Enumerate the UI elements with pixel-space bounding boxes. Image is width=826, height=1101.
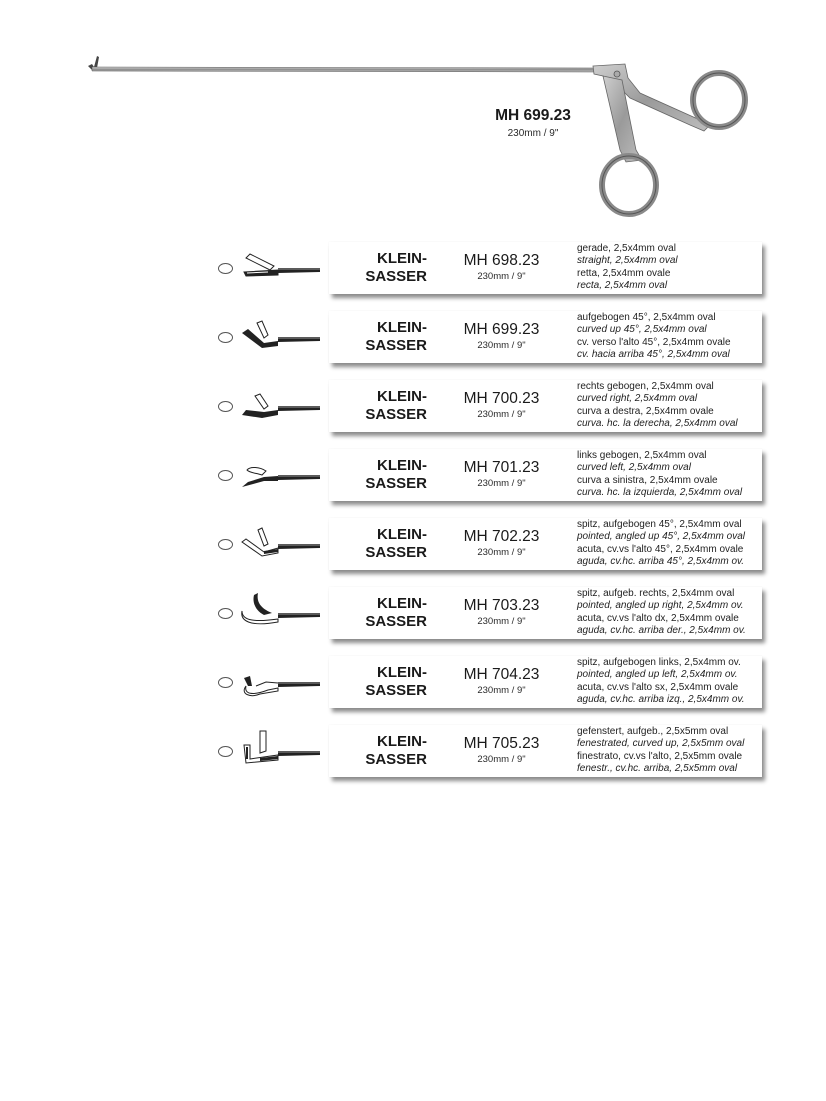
brand-name [339,388,427,424]
brand-line-2: SASSER [365,337,427,354]
product-description [577,588,767,637]
desc-german: aufgebogen 45°, 2,5x4mm oval [577,312,716,323]
desc-german: rechts gebogen, 2,5x4mm oval [577,381,714,392]
desc-english: pointed, angled up right, 2,5x4mm ov. [577,600,744,612]
oval-jaw-size-icon [218,608,233,619]
desc-italian: curva a destra, 2,5x4mm ovale [577,405,714,417]
desc-german: gerade, 2,5x4mm oval [577,243,676,254]
product-row-mh-701.23 [0,449,826,511]
product-card [329,587,762,639]
brand-name [339,319,427,355]
desc-german: spitz, aufgeb. rechts, 2,5x4mm oval [577,588,735,599]
curved-up-jaw-tip-icon [238,311,322,365]
fenestrated-up-jaw-tip-icon [238,725,322,779]
hero-product-size: 230mm / 9" [507,128,559,139]
product-card [329,656,762,708]
pointed-up-jaw-tip-icon [238,518,322,572]
product-row-mh-703.23 [0,587,826,649]
brand-line-1: KLEIN- [377,664,427,681]
brand-line-1: KLEIN- [377,319,427,336]
desc-german: links gebogen, 2,5x4mm oval [577,450,707,461]
product-size: 230mm / 9" [477,478,526,489]
product-code: MH 698.23 [463,252,540,269]
brand-line-2: SASSER [365,406,427,423]
desc-english: curved left, 2,5x4mm oval [577,462,691,474]
product-description [577,450,767,499]
brand-name [339,526,427,562]
brand-line-2: SASSER [365,544,427,561]
product-row-mh-704.23 [0,656,826,718]
product-description [577,312,767,361]
brand-name [339,733,427,769]
brand-line-2: SASSER [365,475,427,492]
product-size: 230mm / 9" [477,409,526,420]
product-description [577,726,767,775]
product-code: MH 703.23 [463,597,540,614]
oval-jaw-size-icon [218,470,233,481]
curved-right-jaw-tip-icon [238,380,322,434]
product-card [329,725,762,777]
desc-german: spitz, aufgebogen 45°, 2,5x4mm oval [577,519,742,530]
pointed-up-left-jaw-tip-icon [238,656,322,710]
product-description [577,381,767,430]
product-code: MH 701.23 [463,459,540,476]
desc-english: pointed, angled up left, 2,5x4mm ov. [577,669,738,681]
desc-spanish: fenestr., cv.hc. arriba, 2,5x5mm oval [577,762,738,774]
oval-jaw-size-icon [218,746,233,757]
desc-italian: acuta, cv.vs l'alto sx, 2,5x4mm ovale [577,681,739,693]
brand-line-2: SASSER [365,751,427,768]
product-card [329,380,762,432]
desc-italian: acuta, cv.vs l'alto 45°, 2,5x4mm ovale [577,543,744,555]
brand-line-1: KLEIN- [377,595,427,612]
desc-spanish: aguda, cv.hc. arriba izq., 2,5x4mm ov. [577,693,745,705]
product-row-mh-698.23 [0,242,826,304]
desc-italian: curva a sinistra, 2,5x4mm ovale [577,474,718,486]
desc-german: spitz, aufgebogen links, 2,5x4mm ov. [577,657,741,668]
desc-italian: acuta, cv.vs l'alto dx, 2,5x4mm ovale [577,612,739,624]
product-code: MH 702.23 [463,528,540,545]
desc-german: gefenstert, aufgeb., 2,5x5mm oval [577,726,729,737]
straight-jaw-tip-icon [238,242,322,296]
brand-line-2: SASSER [365,682,427,699]
product-code: MH 704.23 [463,666,540,683]
product-row-mh-702.23 [0,518,826,580]
brand-line-2: SASSER [365,268,427,285]
product-description [577,519,767,568]
hero-instrument [0,0,826,235]
product-description [577,243,767,292]
brand-line-1: KLEIN- [377,388,427,405]
product-row-mh-700.23 [0,380,826,442]
product-card [329,311,762,363]
desc-english: curved right, 2,5x4mm oval [577,393,698,405]
desc-spanish: cv. hacia arriba 45°, 2,5x4mm oval [577,348,730,360]
oval-jaw-size-icon [218,263,233,274]
desc-italian: retta, 2,5x4mm ovale [577,267,671,279]
desc-spanish: aguda, cv.hc. arriba 45°, 2,5x4mm ov. [577,555,745,567]
desc-english: straight, 2,5x4mm oval [577,255,678,267]
desc-spanish: recta, 2,5x4mm oval [577,279,668,291]
oval-jaw-size-icon [218,332,233,343]
pointed-up-right-jaw-tip-icon [238,587,322,641]
desc-english: curved up 45°, 2,5x4mm oval [577,324,707,336]
brand-line-1: KLEIN- [377,526,427,543]
desc-english: pointed, angled up 45°, 2,5x4mm oval [577,531,745,543]
product-card [329,449,762,501]
forceps-illustration [0,0,826,235]
hero-product-code: MH 699.23 [495,107,571,124]
desc-italian: finestrato, cv.vs l'alto, 2,5x5mm ovale [577,750,743,762]
oval-jaw-size-icon [218,401,233,412]
brand-line-1: KLEIN- [377,250,427,267]
desc-spanish: aguda, cv.hc. arriba der., 2,5x4mm ov. [577,624,746,636]
brand-name [339,595,427,631]
product-size: 230mm / 9" [477,547,526,558]
oval-jaw-size-icon [218,539,233,550]
brand-line-1: KLEIN- [377,457,427,474]
desc-italian: cv. verso l'alto 45°, 2,5x4mm ovale [577,336,731,348]
oval-jaw-size-icon [218,677,233,688]
brand-line-2: SASSER [365,613,427,630]
product-size: 230mm / 9" [477,271,526,282]
product-card [329,242,762,294]
product-code: MH 700.23 [463,390,540,407]
product-size: 230mm / 9" [477,616,526,627]
product-row-mh-705.23 [0,725,826,787]
product-size: 230mm / 9" [477,340,526,351]
desc-english: fenestrated, curved up, 2,5x5mm oval [577,738,745,750]
shaft [92,67,596,72]
brand-name [339,250,427,286]
product-description [577,657,767,706]
product-code: MH 705.23 [463,735,540,752]
product-row-mh-699.23 [0,311,826,373]
product-card [329,518,762,570]
desc-spanish: curva. hc. la derecha, 2,5x4mm oval [577,417,738,429]
brand-name [339,664,427,700]
product-size: 230mm / 9" [477,754,526,765]
curved-left-jaw-tip-icon [238,449,322,503]
product-size: 230mm / 9" [477,685,526,696]
desc-spanish: curva. hc. la izquierda, 2,5x4mm oval [577,486,743,498]
brand-line-1: KLEIN- [377,733,427,750]
product-code: MH 699.23 [463,321,540,338]
brand-name [339,457,427,493]
